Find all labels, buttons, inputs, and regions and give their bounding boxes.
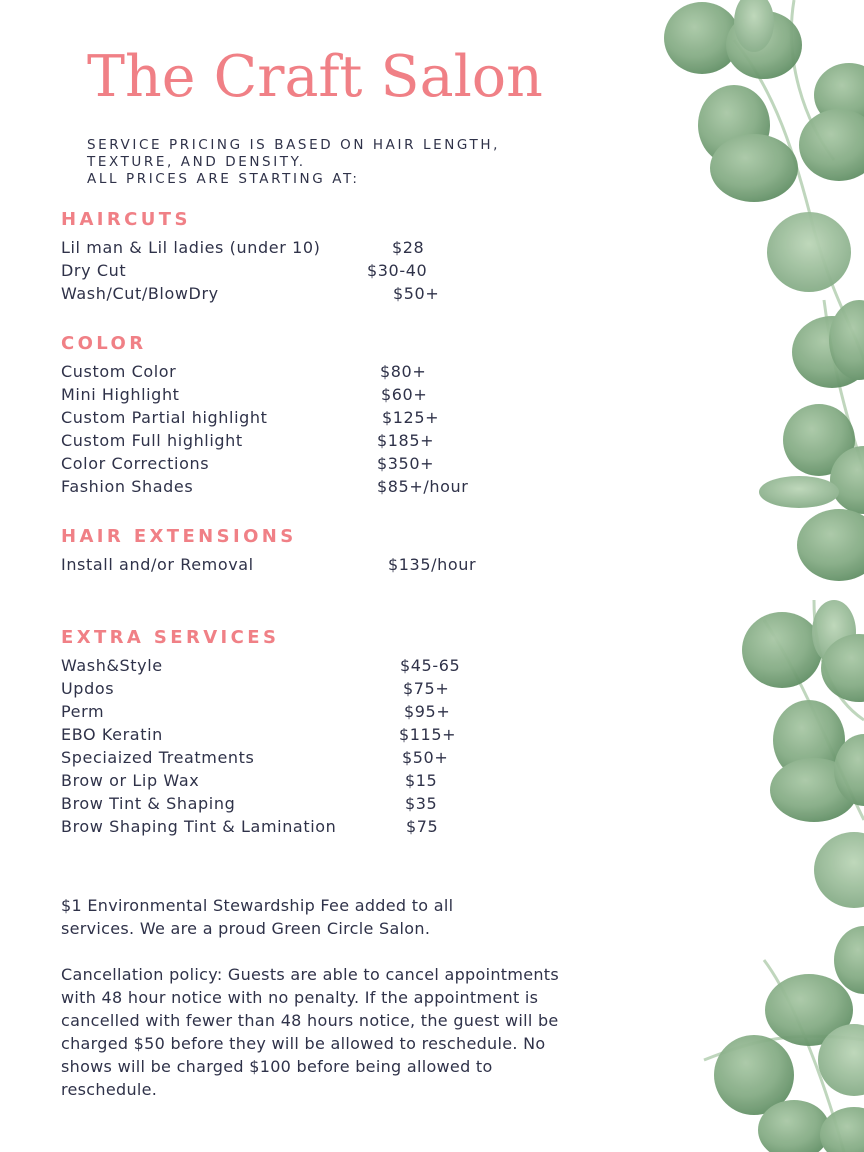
list-item bbox=[61, 261, 531, 284]
list-item bbox=[61, 238, 531, 261]
service-name: Custom Partial highlight bbox=[61, 408, 268, 427]
list-item bbox=[61, 679, 531, 702]
service-price: $75 bbox=[406, 817, 439, 836]
pricing-intro bbox=[87, 137, 500, 188]
cancellation-policy: Cancellation policy: Guests are able to cancel appointments with 48 hour notice with no penalty. If the appointment is cancelled with fewer than 48 hours notice, the guest will be charged $50 before they will be allowed to reschedule. No shows will be charged $100 before being allowed to reschedule. bbox=[61, 965, 560, 1099]
service-price: $115+ bbox=[399, 725, 457, 744]
list-item bbox=[61, 385, 531, 408]
list-item bbox=[61, 477, 531, 500]
list-item bbox=[61, 284, 531, 307]
list-item bbox=[61, 771, 531, 794]
service-price: $50+ bbox=[402, 748, 449, 767]
service-price: $95+ bbox=[404, 702, 451, 721]
service-price: $28 bbox=[392, 238, 425, 257]
service-price: $50+ bbox=[393, 284, 440, 303]
haircuts-list bbox=[61, 238, 531, 307]
service-name: Brow Tint & Shaping bbox=[61, 794, 236, 813]
list-item bbox=[61, 725, 531, 748]
service-price: $30-40 bbox=[367, 261, 428, 280]
list-item bbox=[61, 362, 531, 385]
list-item bbox=[61, 702, 531, 725]
service-name: Custom Color bbox=[61, 362, 177, 381]
section-heading-haircuts: HAIRCUTS bbox=[61, 209, 191, 230]
service-name: Speciaized Treatments bbox=[61, 748, 255, 767]
service-name: Custom Full highlight bbox=[61, 431, 243, 450]
service-price: $75+ bbox=[403, 679, 450, 698]
service-price: $15 bbox=[405, 771, 438, 790]
eucalyptus-leaves-icon bbox=[664, 0, 864, 1152]
service-name: Fashion Shades bbox=[61, 477, 194, 496]
list-item bbox=[61, 431, 531, 454]
section-heading-extensions: HAIR EXTENSIONS bbox=[61, 526, 297, 547]
salon-title: The Craft Salon bbox=[87, 44, 543, 110]
service-name: Brow or Lip Wax bbox=[61, 771, 200, 790]
section-heading-extras: EXTRA SERVICES bbox=[61, 627, 280, 648]
service-price: $60+ bbox=[381, 385, 428, 404]
list-item bbox=[61, 748, 531, 771]
intro-line: SERVICE PRICING IS BASED ON HAIR LENGTH, bbox=[87, 137, 500, 153]
service-price: $135/hour bbox=[388, 555, 477, 574]
service-name: EBO Keratin bbox=[61, 725, 163, 744]
service-name: Wash&Style bbox=[61, 656, 163, 675]
list-item bbox=[61, 408, 531, 431]
intro-line: ALL PRICES ARE STARTING AT: bbox=[87, 171, 360, 187]
service-name: Dry Cut bbox=[61, 261, 127, 280]
service-price: $125+ bbox=[382, 408, 440, 427]
service-price: $85+/hour bbox=[377, 477, 469, 496]
service-name: Install and/or Removal bbox=[61, 555, 254, 574]
service-price: $185+ bbox=[377, 431, 435, 450]
section-heading-color: COLOR bbox=[61, 333, 147, 354]
list-item bbox=[61, 555, 531, 578]
list-item bbox=[61, 656, 531, 679]
extensions-list bbox=[61, 555, 531, 578]
service-name: Color Corrections bbox=[61, 454, 210, 473]
service-price: $45-65 bbox=[400, 656, 461, 675]
service-price: $80+ bbox=[380, 362, 427, 381]
service-name: Mini Highlight bbox=[61, 385, 180, 404]
environmental-fee-note: $1 Environmental Stewardship Fee added to all services. We are a proud Green Circle Salon. bbox=[61, 896, 454, 938]
service-price: $350+ bbox=[377, 454, 435, 473]
color-list bbox=[61, 362, 531, 500]
service-name: Perm bbox=[61, 702, 105, 721]
service-price: $35 bbox=[405, 794, 438, 813]
extras-list bbox=[61, 656, 531, 840]
intro-line: TEXTURE, AND DENSITY. bbox=[87, 154, 306, 170]
service-name: Wash/Cut/BlowDry bbox=[61, 284, 219, 303]
service-name: Lil man & Lil ladies (under 10) bbox=[61, 238, 321, 257]
list-item bbox=[61, 454, 531, 477]
service-name: Updos bbox=[61, 679, 115, 698]
list-item bbox=[61, 794, 531, 817]
list-item bbox=[61, 817, 531, 840]
service-name: Brow Shaping Tint & Lamination bbox=[61, 817, 337, 836]
